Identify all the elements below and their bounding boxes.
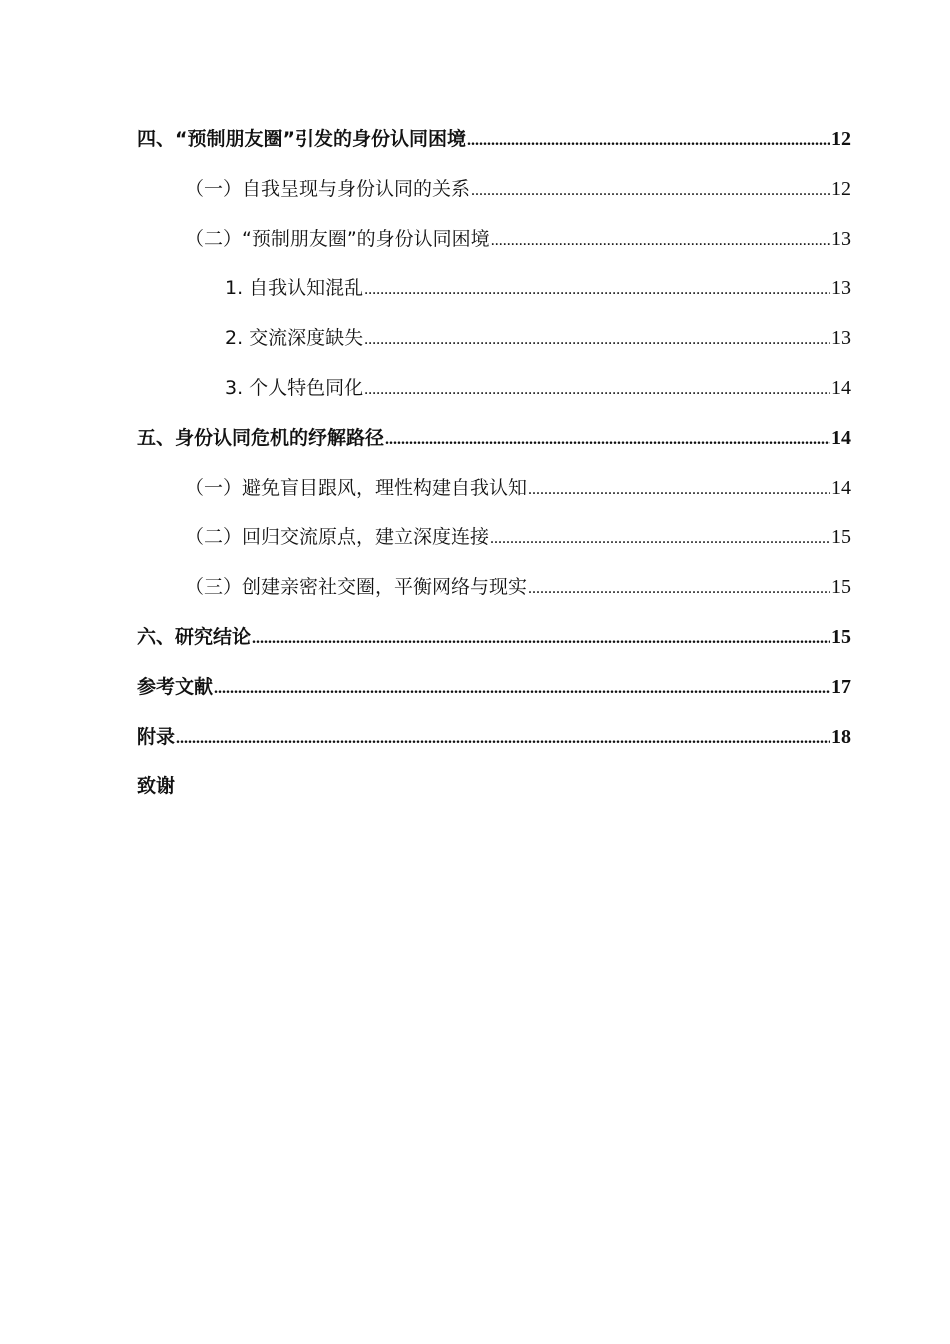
toc-entry-title: 1. 自我认知混乱 <box>225 277 364 300</box>
toc-dot-leader <box>385 422 830 457</box>
toc-entry-section-4-2[interactable] <box>137 222 851 272</box>
toc-entry-section-4-2-1[interactable] <box>137 271 851 321</box>
toc-entry-section-5-2[interactable] <box>137 520 851 570</box>
toc-entry-title: 2. 交流深度缺失 <box>225 327 364 350</box>
toc-dot-leader <box>528 571 830 606</box>
toc-entry-page: 17 <box>831 675 851 698</box>
toc-entry-title: 六、研究结论 <box>137 625 252 648</box>
toc-entry-references[interactable] <box>137 670 851 720</box>
toc-dot-leader <box>471 173 830 208</box>
toc-entry-title: （二）回归交流原点，建立深度连接 <box>185 526 490 549</box>
toc-entry-section-5-3[interactable] <box>137 570 851 620</box>
toc-entry-page: 13 <box>831 227 851 250</box>
toc-entry-section-4-2-2[interactable] <box>137 321 851 371</box>
toc-entry-title: （一）自我呈现与身份认同的关系 <box>185 177 471 200</box>
toc-entry-page: 14 <box>831 426 851 449</box>
toc-dot-leader <box>364 322 830 357</box>
toc-dot-leader <box>214 671 830 706</box>
toc-entry-section-4-1[interactable] <box>137 172 851 222</box>
toc-dot-leader <box>467 123 830 158</box>
toc-dot-leader <box>364 272 830 307</box>
toc-entry-section-4-2-3[interactable] <box>137 371 851 421</box>
toc-entry-page: 13 <box>831 277 851 300</box>
toc-entry-page: 18 <box>831 725 851 748</box>
toc-entry-title: 附录 <box>137 725 176 748</box>
toc-entry-acknowledgements[interactable] <box>137 769 851 819</box>
toc-entry-appendix[interactable] <box>137 720 851 770</box>
toc-entry-title: （一）避免盲目跟风，理性构建自我认知 <box>185 476 528 499</box>
toc-entry-page: 15 <box>831 576 851 599</box>
toc-entry-section-4[interactable] <box>137 122 851 172</box>
toc-entry-page: 14 <box>831 376 851 399</box>
toc-entry-section-5[interactable] <box>137 421 851 471</box>
toc-entry-title: （二）“预制朋友圈”的身份认同困境 <box>185 227 490 250</box>
toc-entry-section-5-1[interactable] <box>137 471 851 521</box>
toc-dot-leader <box>528 472 830 507</box>
toc-dot-leader <box>491 223 830 258</box>
toc-entry-page: 12 <box>831 177 851 200</box>
toc-entry-title: 五、身份认同危机的纾解路径 <box>137 426 385 449</box>
toc-entry-page: 14 <box>831 476 851 499</box>
toc-dot-leader <box>176 721 830 756</box>
toc-entry-page: 12 <box>831 128 851 150</box>
toc-dot-leader <box>490 521 830 556</box>
table-of-contents <box>137 122 851 819</box>
toc-entry-title: 3. 个人特色同化 <box>225 376 364 399</box>
toc-dot-leader <box>364 372 830 407</box>
toc-entry-page: 13 <box>831 327 851 350</box>
toc-entry-title: （三）创建亲密社交圈，平衡网络与现实 <box>185 576 528 599</box>
toc-entry-title: 参考文献 <box>137 675 214 698</box>
toc-entry-section-6[interactable] <box>137 620 851 670</box>
toc-dot-leader <box>252 621 830 656</box>
toc-entry-page: 15 <box>831 625 851 648</box>
toc-entry-page: 15 <box>831 526 851 549</box>
toc-entry-title: 四、“预制朋友圈”引发的身份认同困境 <box>137 128 466 150</box>
toc-entry-title: 致谢 <box>137 775 176 798</box>
